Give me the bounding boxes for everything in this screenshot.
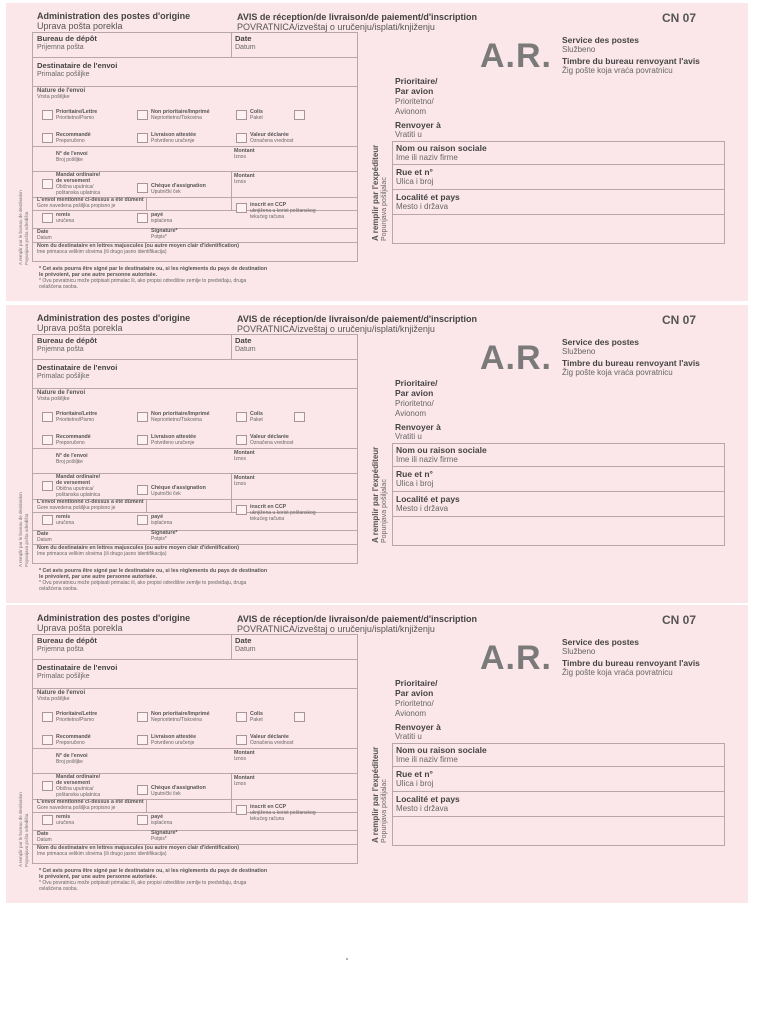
registered-sublabel: Preporučeno <box>56 138 85 144</box>
priority-airmail-sublabel-1: Prioritetno/ <box>395 399 434 408</box>
delivered-sublabel: uručena <box>56 820 75 826</box>
nature-sublabel: Vrsta pošiljke <box>37 696 70 702</box>
paid-sublabel: isplaćena <box>151 520 173 526</box>
addressee-sublabel: Primalac pošiljke <box>37 673 90 680</box>
signature-label: Signature* <box>151 228 178 234</box>
paid-checkbox[interactable] <box>137 815 148 825</box>
origin-administration-label: Administration des postes d'origine <box>37 313 191 323</box>
cn07-form <box>6 305 748 603</box>
non-priority-checkbox[interactable] <box>137 110 148 120</box>
footnote-line-3: * Ovu povratnicu može potpisati primalac ili, ako propisi odredišne zemlje to predviđaju, druga <box>39 278 247 284</box>
delivered-label: remis <box>56 212 71 218</box>
postal-service-label: Service des postes <box>562 35 640 45</box>
delivery-attested-label: Livraison attestée <box>151 434 197 440</box>
non-priority-sublabel: Neprioritetno/Tiskovina <box>151 115 202 121</box>
ccp-checkbox[interactable] <box>236 203 247 213</box>
return-to-label: Renvoyer à <box>395 722 441 732</box>
destination-office-rotated-label: A remplir par le bureau de destination <box>18 792 23 867</box>
money-order-sublabel-1: Obična uputnica/ <box>56 786 94 792</box>
signature-label: Signature* <box>151 530 178 536</box>
addressee-label: Destinataire de l'envoi <box>37 61 118 70</box>
parcel-sublabel: Paket <box>250 717 263 723</box>
deposit-office-sublabel: Prijemna pošta <box>37 346 84 353</box>
signature-sublabel: Potpis* <box>151 836 167 842</box>
parcel-checkbox[interactable] <box>236 412 247 422</box>
postal-service-sublabel: Službeno <box>562 647 596 656</box>
nature-sublabel: Vrsta pošiljke <box>37 94 70 100</box>
returning-office-stamp-sublabel: Žig pošte koja vraća povratnicu <box>562 368 673 377</box>
cn07-code: CN 07 <box>662 11 697 25</box>
avis-title: AVIS de réception/de livraison/de paiement/d'inscription <box>237 12 478 22</box>
date-label: Date <box>235 336 252 345</box>
addressee-label: Destinataire de l'envoi <box>37 663 118 672</box>
avis-subtitle: POVRATNICA/izveštaj o uručenju/isplati/knjiženju <box>237 624 435 634</box>
locality-country-sublabel: Mesto i država <box>396 504 449 513</box>
paid-label: payé <box>151 514 164 520</box>
cn07-code: CN 07 <box>662 313 697 327</box>
date-sublabel: Datum <box>235 646 256 653</box>
origin-administration-label: Administration des postes d'origine <box>37 613 191 623</box>
priority-letter-checkbox[interactable] <box>42 412 53 422</box>
paid-checkbox[interactable] <box>137 213 148 223</box>
delivery-attested-sublabel: Potvrđeno uručenje <box>151 740 195 746</box>
priority-airmail-sublabel-2: Avionom <box>395 709 426 718</box>
date-sublabel: Datum <box>235 346 256 353</box>
item-mentioned-sublabel: Gore navedena pošiljka propisno je <box>37 203 116 209</box>
addressee-sublabel: Primalac pošiljke <box>37 71 90 78</box>
priority-airmail-label-2: Par avion <box>395 388 434 398</box>
street-label[interactable]: Rue et n° <box>396 167 433 177</box>
item-number-label: N° de l'envoi <box>56 753 88 759</box>
declared-value-label: Valeur déclarée <box>250 734 289 740</box>
parcel-label: Colis <box>250 411 263 417</box>
money-order-sublabel-2: poštanska uplatnica <box>56 190 101 196</box>
amount-sublabel: Iznos <box>234 456 246 462</box>
date-label: Date <box>235 34 252 43</box>
avis-title: AVIS de réception/de livraison/de paiement/d'inscription <box>237 314 478 324</box>
priority-airmail-label-2: Par avion <box>395 86 434 96</box>
amount-sublabel-2: Iznos <box>234 179 246 185</box>
priority-letter-checkbox[interactable] <box>42 110 53 120</box>
assignment-cheque-checkbox[interactable] <box>137 485 148 495</box>
item-mentioned-label: L'envoi mentionné ci-dessus a été dûment <box>37 799 144 805</box>
item-mentioned-sublabel: Gore navedena pošiljka propisno je <box>37 805 116 811</box>
footnote-line-4: ovlašćena osoba. <box>39 886 78 892</box>
item-mentioned-label: L'envoi mentionné ci-dessus a été dûment <box>37 197 144 203</box>
street-sublabel: Ulica i broj <box>396 779 434 788</box>
destination-office-rotated-label: A remplir par le bureau de destination <box>18 492 23 567</box>
non-priority-label: Non prioritaire/Imprimé <box>151 711 210 717</box>
amount-sublabel-2: Iznos <box>234 781 246 787</box>
money-order-sublabel-2: poštanska uplatnica <box>56 792 101 798</box>
returning-office-stamp-sublabel: Žig pošte koja vraća povratnicu <box>562 668 673 677</box>
item-number-sublabel: Broj pošiljke <box>56 759 83 765</box>
delivered-checkbox[interactable] <box>42 815 53 825</box>
deposit-office-label: Bureau de dépôt <box>37 336 97 345</box>
registered-label: Recommandé <box>56 734 91 740</box>
return-to-label: Renvoyer à <box>395 422 441 432</box>
sender-fill-rotated-label: A remplir par l'expéditeur <box>371 144 380 241</box>
priority-airmail-label-1: Prioritaire/ <box>395 378 438 388</box>
destination-office-rotated-sublabel: Popunjava pošta odredišta <box>24 211 29 265</box>
returning-office-stamp-label: Timbre du bureau renvoyant l'avis <box>562 358 700 368</box>
ar-mark: A.R. <box>480 37 552 75</box>
postal-service-sublabel: Službeno <box>562 45 596 54</box>
date-bottom-sublabel: Datum <box>37 235 52 241</box>
non-priority-checkbox[interactable] <box>137 412 148 422</box>
ar-mark: A.R. <box>480 639 552 677</box>
delivered-sublabel: uručena <box>56 520 75 526</box>
footnote-line-3: * Ovu povratnicu može potpisati primalac ili, ako propisi odredišne zemlje to predviđaju, druga <box>39 880 247 886</box>
item-number-label: N° de l'envoi <box>56 151 88 157</box>
registered-checkbox[interactable] <box>42 435 53 445</box>
declared-value-sublabel: Označena vrednost <box>250 138 294 144</box>
priority-airmail-sublabel-1: Prioritetno/ <box>395 699 434 708</box>
returning-office-stamp-label: Timbre du bureau renvoyant l'avis <box>562 658 700 668</box>
delivery-attested-sublabel: Potvrđeno uručenje <box>151 138 195 144</box>
item-number-sublabel: Broj pošiljke <box>56 459 83 465</box>
delivery-attested-checkbox[interactable] <box>137 133 148 143</box>
destination-office-rotated-label: A remplir par le bureau de destination <box>18 190 23 265</box>
non-priority-checkbox[interactable] <box>137 712 148 722</box>
avis-title: AVIS de réception/de livraison/de paiement/d'inscription <box>237 614 478 624</box>
returning-office-stamp-sublabel: Žig pošte koja vraća povratnicu <box>562 66 673 75</box>
addressee-name-label: Nom du destinataire en lettres majuscules (ou autre moyen clair d'identification) <box>37 545 239 551</box>
delivery-attested-sublabel: Potvrđeno uručenje <box>151 440 195 446</box>
registered-label: Recommandé <box>56 132 91 138</box>
return-to-sublabel: Vratiti u <box>395 432 422 441</box>
footnote-line-1: * Cet avis pourra être signé par le destinataire ou, si les règlements du pays de destination <box>39 266 268 272</box>
delivery-attested-label: Livraison attestée <box>151 132 197 138</box>
registered-checkbox[interactable] <box>42 735 53 745</box>
destination-office-rotated-sublabel: Popunjava pošta odredišta <box>24 513 29 567</box>
assignment-cheque-label: Chèque d'assignation <box>151 485 206 491</box>
parcel-sublabel: Paket <box>250 115 263 121</box>
return-to-sublabel: Vratiti u <box>395 732 422 741</box>
return-to-sublabel: Vratiti u <box>395 130 422 139</box>
addressee-label: Destinataire de l'envoi <box>37 363 118 372</box>
paid-sublabel: isplaćena <box>151 820 173 826</box>
footnote-line-1: * Cet avis pourra être signé par le destinataire ou, si les règlements du pays de destination <box>39 568 268 574</box>
amount-sublabel: Iznos <box>234 154 246 160</box>
delivery-attested-checkbox[interactable] <box>137 735 148 745</box>
declared-value-label: Valeur déclarée <box>250 434 289 440</box>
sender-fill-rotated-sublabel: Popunjava pošiljalac <box>381 479 388 543</box>
deposit-office-sublabel: Prijemna pošta <box>37 44 84 51</box>
signature-label: Signature* <box>151 830 178 836</box>
signature-sublabel: Potpis* <box>151 536 167 542</box>
money-order-sublabel-1: Obična uputnica/ <box>56 486 94 492</box>
sender-fill-rotated-label: A remplir par l'expéditeur <box>371 446 380 543</box>
non-priority-sublabel: Neprioritetno/Tiskovina <box>151 717 202 723</box>
priority-letter-sublabel: Prioritetno/Pismo <box>56 115 95 121</box>
footnote-line-3: * Ovu povratnicu može potpisati primalac ili, ako propisi odredišne zemlje to predviđaju, druga <box>39 580 247 586</box>
ar-mark: A.R. <box>480 339 552 377</box>
declared-value-label: Valeur déclarée <box>250 132 289 138</box>
priority-letter-label: Prioritaire/Lettre <box>56 411 98 417</box>
priority-airmail-sublabel-2: Avionom <box>395 409 426 418</box>
footnote-line-4: ovlašćena osoba. <box>39 284 78 290</box>
nature-sublabel: Vrsta pošiljke <box>37 396 70 402</box>
date-sublabel: Datum <box>235 44 256 51</box>
priority-letter-sublabel: Prioritetno/Pismo <box>56 717 95 723</box>
non-priority-sublabel: Neprioritetno/Tiskovina <box>151 417 202 423</box>
avis-subtitle: POVRATNICA/izveštaj o uručenju/isplati/knjiženju <box>237 324 435 334</box>
footnote-line-2: le prévoient, par une autre personne autorisée. <box>39 574 158 580</box>
locality-country-sublabel: Mesto i država <box>396 804 449 813</box>
money-order-checkbox[interactable] <box>42 481 53 491</box>
money-order-checkbox[interactable] <box>42 781 53 791</box>
assignment-cheque-sublabel: Uputnički ček <box>151 189 181 195</box>
origin-administration-sublabel: Uprava pošta porekla <box>37 623 123 633</box>
nature-label: Nature de l'envoi <box>37 88 86 94</box>
assignment-cheque-sublabel: Uputnički ček <box>151 491 181 497</box>
non-priority-label: Non prioritaire/Imprimé <box>151 411 210 417</box>
locality-country-sublabel: Mesto i država <box>396 202 449 211</box>
priority-airmail-sublabel-1: Prioritetno/ <box>395 97 434 106</box>
assignment-cheque-checkbox[interactable] <box>137 785 148 795</box>
declared-value-sublabel: Označena vrednost <box>250 740 294 746</box>
footnote-line-2: le prévoient, par une autre personne autorisée. <box>39 272 158 278</box>
money-order-sublabel-2: poštanska uplatnica <box>56 492 101 498</box>
priority-letter-checkbox[interactable] <box>42 712 53 722</box>
locality-country-label[interactable]: Localité et pays <box>396 494 460 504</box>
priority-airmail-label-1: Prioritaire/ <box>395 76 438 86</box>
priority-letter-label: Prioritaire/Lettre <box>56 109 98 115</box>
declared-value-checkbox[interactable] <box>236 133 247 143</box>
declared-value-checkbox[interactable] <box>236 435 247 445</box>
money-order-label-1: Mandat ordinaire/ <box>56 774 101 780</box>
street-sublabel: Ulica i broj <box>396 479 434 488</box>
footnote-line-4: ovlašćena osoba. <box>39 586 78 592</box>
delivery-attested-checkbox[interactable] <box>137 435 148 445</box>
sender-fill-rotated-label: A remplir par l'expéditeur <box>371 746 380 843</box>
addressee-name-sublabel: Ime primaoca velikim slovima (ili drugo jasno identifikacija) <box>37 851 167 857</box>
paid-label: payé <box>151 814 164 820</box>
assignment-cheque-sublabel: Uputnički ček <box>151 791 181 797</box>
amount-label: Montant <box>234 450 255 456</box>
ccp-sublabel-2: tekućeg računa <box>250 214 285 220</box>
footnote-line-1: * Cet avis pourra être signé par le destinataire ou, si les règlements du pays de destination <box>39 868 268 874</box>
addressee-name-sublabel: Ime primaoca velikim slovima (ili drugo jasno identifikacija) <box>37 551 167 557</box>
ccp-label: inscrit en CCP <box>250 804 287 810</box>
money-order-label-2: de versement <box>56 780 91 786</box>
delivered-label: remis <box>56 514 71 520</box>
money-order-label-1: Mandat ordinaire/ <box>56 172 101 178</box>
cn07-form <box>6 3 748 301</box>
amount-sublabel-2: Iznos <box>234 481 246 487</box>
ccp-label: inscrit en CCP <box>250 504 287 510</box>
footnote-line-2: le prévoient, par une autre personne autorisée. <box>39 874 158 880</box>
parcel-checkbox[interactable] <box>236 712 247 722</box>
delivered-sublabel: uručena <box>56 218 75 224</box>
amount-label-2: Montant <box>234 173 255 179</box>
priority-letter-label: Prioritaire/Lettre <box>56 711 98 717</box>
delivery-attested-label: Livraison attestée <box>151 734 197 740</box>
priority-letter-sublabel: Prioritetno/Pismo <box>56 417 95 423</box>
name-company-label[interactable]: Nom ou raison sociale <box>396 143 487 153</box>
item-mentioned-label: L'envoi mentionné ci-dessus a été dûment <box>37 499 144 505</box>
parcel-sublabel: Paket <box>250 417 263 423</box>
origin-administration-sublabel: Uprava pošta porekla <box>37 21 123 31</box>
ccp-sublabel-1: uknjižena u korist poštanskog <box>250 510 316 516</box>
deposit-office-sublabel: Prijemna pošta <box>37 646 84 653</box>
declared-value-checkbox[interactable] <box>236 735 247 745</box>
cn07-form <box>6 605 748 903</box>
name-company-sublabel: Ime ili naziv firme <box>396 755 458 764</box>
parcel-label: Colis <box>250 109 263 115</box>
street-label[interactable]: Rue et n° <box>396 469 433 479</box>
ccp-sublabel-2: tekućeg računa <box>250 516 285 522</box>
signature-sublabel: Potpis* <box>151 234 167 240</box>
priority-airmail-sublabel-2: Avionom <box>395 107 426 116</box>
name-company-label[interactable]: Nom ou raison sociale <box>396 445 487 455</box>
ccp-label: inscrit en CCP <box>250 202 287 208</box>
paid-checkbox[interactable] <box>137 515 148 525</box>
amount-label: Montant <box>234 148 255 154</box>
delivered-checkbox[interactable] <box>42 515 53 525</box>
date-bottom-label: Date <box>37 531 49 537</box>
paid-label: payé <box>151 212 164 218</box>
date-bottom-sublabel: Datum <box>37 537 52 543</box>
addressee-name-label: Nom du destinataire en lettres majuscules (ou autre moyen clair d'identification) <box>37 845 239 851</box>
parcel-extra-checkbox[interactable] <box>294 712 305 722</box>
name-company-sublabel: Ime ili naziv firme <box>396 455 458 464</box>
assignment-cheque-checkbox[interactable] <box>137 183 148 193</box>
ccp-sublabel-1: uknjižena u korist poštanskog <box>250 208 316 214</box>
date-bottom-label: Date <box>37 831 49 837</box>
returning-office-stamp-label: Timbre du bureau renvoyant l'avis <box>562 56 700 66</box>
street-label[interactable]: Rue et n° <box>396 769 433 779</box>
priority-airmail-label-1: Prioritaire/ <box>395 678 438 688</box>
date-label: Date <box>235 636 252 645</box>
registered-sublabel: Preporučeno <box>56 440 85 446</box>
money-order-label-2: de versement <box>56 480 91 486</box>
amount-label-2: Montant <box>234 475 255 481</box>
money-order-label-2: de versement <box>56 178 91 184</box>
return-to-label: Renvoyer à <box>395 120 441 130</box>
item-number-label: N° de l'envoi <box>56 453 88 459</box>
addressee-name-sublabel: Ime primaoca velikim slovima (ili drugo jasno identifikacija) <box>37 249 167 255</box>
deposit-office-label: Bureau de dépôt <box>37 636 97 645</box>
nature-label: Nature de l'envoi <box>37 690 86 696</box>
parcel-checkbox[interactable] <box>236 110 247 120</box>
postal-service-label: Service des postes <box>562 337 640 347</box>
postal-service-sublabel: Službeno <box>562 347 596 356</box>
money-order-label-1: Mandat ordinaire/ <box>56 474 101 480</box>
registered-checkbox[interactable] <box>42 133 53 143</box>
amount-label: Montant <box>234 750 255 756</box>
date-bottom-label: Date <box>37 229 49 235</box>
delivered-label: remis <box>56 814 71 820</box>
name-company-sublabel: Ime ili naziv firme <box>396 153 458 162</box>
money-order-sublabel-1: Obična uputnica/ <box>56 184 94 190</box>
cn07-code: CN 07 <box>662 613 697 627</box>
assignment-cheque-label: Chèque d'assignation <box>151 785 206 791</box>
parcel-extra-checkbox[interactable] <box>294 412 305 422</box>
registered-label: Recommandé <box>56 434 91 440</box>
non-priority-label: Non prioritaire/Imprimé <box>151 109 210 115</box>
assignment-cheque-label: Chèque d'assignation <box>151 183 206 189</box>
origin-administration-label: Administration des postes d'origine <box>37 11 191 21</box>
registered-sublabel: Preporučeno <box>56 740 85 746</box>
date-bottom-sublabel: Datum <box>37 837 52 843</box>
nature-label: Nature de l'envoi <box>37 390 86 396</box>
addressee-sublabel: Primalac pošiljke <box>37 373 90 380</box>
locality-country-label[interactable]: Localité et pays <box>396 794 460 804</box>
item-number-sublabel: Broj pošiljke <box>56 157 83 163</box>
parcel-extra-checkbox[interactable] <box>294 110 305 120</box>
ccp-sublabel-1: uknjižena u korist poštanskog <box>250 810 316 816</box>
amount-label-2: Montant <box>234 775 255 781</box>
deposit-office-label: Bureau de dépôt <box>37 34 97 43</box>
ccp-checkbox[interactable] <box>236 805 247 815</box>
locality-country-label[interactable]: Localité et pays <box>396 192 460 202</box>
postal-service-label: Service des postes <box>562 637 640 647</box>
declared-value-sublabel: Označena vrednost <box>250 440 294 446</box>
parcel-label: Colis <box>250 711 263 717</box>
addressee-name-label: Nom du destinataire en lettres majuscules (ou autre moyen clair d'identification) <box>37 243 239 249</box>
money-order-checkbox[interactable] <box>42 179 53 189</box>
priority-airmail-label-2: Par avion <box>395 688 434 698</box>
paid-sublabel: isplaćena <box>151 218 173 224</box>
ccp-sublabel-2: tekućeg računa <box>250 816 285 822</box>
sender-fill-rotated-sublabel: Popunjava pošiljalac <box>381 177 388 241</box>
origin-administration-sublabel: Uprava pošta porekla <box>37 323 123 333</box>
avis-subtitle: POVRATNICA/izveštaj o uručenju/isplati/knjiženju <box>237 22 435 32</box>
street-sublabel: Ulica i broj <box>396 177 434 186</box>
ccp-checkbox[interactable] <box>236 505 247 515</box>
amount-sublabel: Iznos <box>234 756 246 762</box>
speck <box>346 958 348 960</box>
sender-fill-rotated-sublabel: Popunjava pošiljalac <box>381 779 388 843</box>
name-company-label[interactable]: Nom ou raison sociale <box>396 745 487 755</box>
delivered-checkbox[interactable] <box>42 213 53 223</box>
item-mentioned-sublabel: Gore navedena pošiljka propisno je <box>37 505 116 511</box>
destination-office-rotated-sublabel: Popunjava pošta odredišta <box>24 813 29 867</box>
